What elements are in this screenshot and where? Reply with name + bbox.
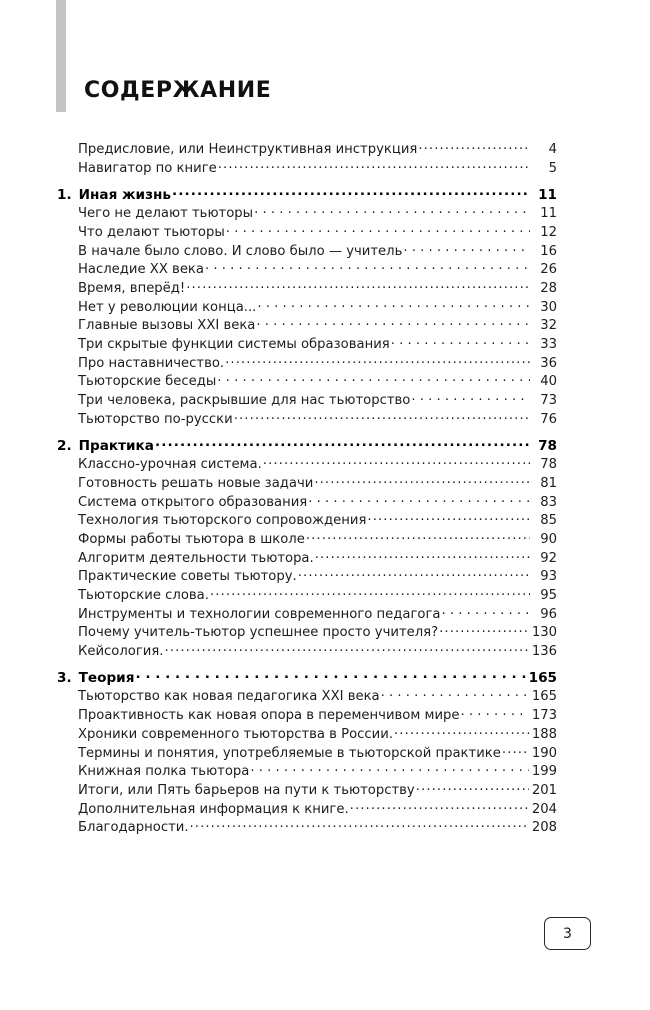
toc-dot-leader <box>502 743 529 756</box>
toc-dot-leader <box>350 799 529 812</box>
toc-entry-title: Технология тьюторского сопровождения <box>78 513 367 529</box>
toc-dot-leader <box>308 492 530 505</box>
toc-entry-row[interactable] <box>0 706 650 725</box>
toc-entry-title: Тьюторские слова. <box>78 588 209 603</box>
toc-entry-page-number: 201 <box>531 782 557 798</box>
toc-entry-page-number: 136 <box>531 644 557 660</box>
toc-dot-leader <box>172 185 530 199</box>
toc-entry-row[interactable] <box>0 492 650 511</box>
toc-entry-row[interactable] <box>0 642 650 661</box>
toc-entry-row[interactable] <box>0 410 650 429</box>
toc-entry-title: Тьюторство по-русски <box>78 411 233 427</box>
toc-entry-row[interactable] <box>0 159 650 178</box>
toc-dot-leader <box>263 455 530 468</box>
toc-entry-row[interactable] <box>0 623 650 642</box>
toc-dot-leader <box>218 159 530 172</box>
toc-entry-page-number: 204 <box>531 801 557 817</box>
toc-entry-title: Кейсология. <box>78 644 164 660</box>
page-number-badge <box>544 917 591 950</box>
toc-dot-leader <box>205 260 530 273</box>
toc-entry-title: Практика <box>78 437 154 454</box>
toc-entry-row[interactable] <box>0 530 650 549</box>
toc-entry-title: Дополнительная информация к книге. <box>78 801 349 817</box>
toc-dot-leader <box>210 586 530 599</box>
toc-entry-page-number: 28 <box>540 281 557 296</box>
toc-dot-leader <box>461 706 529 719</box>
toc-entry-title: Три скрытые функции системы образования <box>78 337 390 353</box>
toc-entry-row[interactable] <box>0 241 650 260</box>
toc-entry-page-number: 165 <box>531 689 557 705</box>
toc-dot-leader <box>257 298 530 311</box>
toc-section-number: 1. <box>57 186 72 203</box>
toc-entry-row[interactable] <box>0 511 650 530</box>
toc-entry-row[interactable] <box>0 818 650 837</box>
page-title: СОДЕРЖАНИЕ <box>84 78 272 103</box>
toc-entry-row[interactable] <box>0 586 650 605</box>
toc-entry-page-number: 76 <box>540 411 557 427</box>
toc-entry-row[interactable] <box>0 781 650 800</box>
toc-entry-page-number: 16 <box>540 243 557 259</box>
toc-section-number: 3. <box>57 670 72 687</box>
toc-entry-page-number: 40 <box>540 374 557 390</box>
toc-dot-leader <box>234 410 530 423</box>
toc-entry-title: Система открытого образования <box>78 494 308 510</box>
toc-dot-leader <box>254 204 530 217</box>
toc-entry-row[interactable] <box>0 279 650 298</box>
toc-entry-title: Предисловие, или Неинструктивная инструкция <box>78 142 418 158</box>
toc-dot-leader <box>306 530 530 543</box>
toc-entry-title: Итоги, или Пять барьеров на пути к тьюторству <box>78 782 415 798</box>
toc-dot-leader <box>381 687 529 700</box>
toc-entry-row[interactable] <box>0 567 650 586</box>
toc-entry-row[interactable] <box>0 335 650 354</box>
toc-dot-leader <box>298 567 530 580</box>
toc-entry-title: Наследие XX века <box>78 262 204 278</box>
toc-entry-title: Практические советы тьютору. <box>78 569 297 585</box>
toc-dot-leader <box>314 474 530 487</box>
toc-dot-leader <box>186 279 530 292</box>
toc-entry-row[interactable] <box>0 204 650 223</box>
toc-entry-page-number: 93 <box>540 569 557 585</box>
toc-entry-title: Теория <box>78 670 135 687</box>
toc-entry-row[interactable] <box>0 260 650 279</box>
toc-entry-page-number: 78 <box>540 457 557 473</box>
toc-dot-leader <box>403 241 530 254</box>
toc-dot-leader <box>416 781 529 794</box>
toc-entry-title: Классно-урочная система. <box>78 457 262 473</box>
toc-entry-row[interactable] <box>0 743 650 762</box>
toc-entry-title: Тьюторство как новая педагогика XXI века <box>78 689 380 705</box>
toc-entry-row[interactable] <box>0 316 650 335</box>
toc-dot-leader <box>391 335 530 348</box>
toc-entry-title: Формы работы тьютора в школе <box>78 531 305 547</box>
toc-dot-leader <box>135 669 525 683</box>
toc-dot-leader <box>217 372 530 385</box>
toc-entry-row[interactable] <box>0 372 650 391</box>
toc-entry-row[interactable] <box>0 725 650 744</box>
toc-entry-page-number: 90 <box>540 531 557 547</box>
toc-section-row[interactable] <box>0 669 650 688</box>
toc-entry-page-number: 32 <box>540 318 557 334</box>
toc-entry-page-number: 173 <box>531 708 557 724</box>
toc-section-number: 2. <box>57 437 72 454</box>
toc-dot-leader <box>256 316 530 329</box>
toc-dot-leader <box>165 642 529 655</box>
toc-entry-row[interactable] <box>0 762 650 781</box>
toc-entry-list <box>0 140 650 837</box>
toc-entry-title: Нет у революции конца... <box>78 299 257 315</box>
toc-entry-title: Навигатор по книге <box>78 160 217 176</box>
toc-entry-title: Алгоритм деятельности тьютора. <box>78 550 314 566</box>
toc-entry-row[interactable] <box>0 455 650 474</box>
toc-entry-title: Что делают тьюторы <box>78 224 225 240</box>
toc-entry-page-number: 33 <box>540 337 557 353</box>
toc-entry-title: Книжная полка тьютора <box>78 764 250 780</box>
toc-entry-title: Время, вперёд! <box>78 281 186 296</box>
toc-entry-title: Хроники современного тьюторства в России. <box>78 726 394 742</box>
toc-entry-page-number: 95 <box>540 588 557 603</box>
toc-entry-title: Почему учитель-тьютор успешнее просто учителя? <box>78 625 439 641</box>
toc-entry-page-number: 78 <box>538 437 557 454</box>
toc-entry-page-number: 190 <box>531 745 557 761</box>
toc-entry-title: Тьюторские беседы <box>78 374 217 390</box>
toc-dot-leader <box>394 725 529 738</box>
toc-dot-leader <box>441 605 530 618</box>
toc-entry-title: Чего не делают тьюторы <box>78 206 254 222</box>
toc-entry-title: Благодарности. <box>78 820 189 836</box>
toc-dot-leader <box>190 818 529 831</box>
toc-entry-title: Три человека, раскрывшие для нас тьюторство <box>78 393 411 409</box>
toc-entry-page-number: 165 <box>528 670 557 687</box>
toc-entry-page-number: 208 <box>531 820 557 836</box>
toc-entry-title: Про наставничество. <box>78 355 225 371</box>
toc-entry-row[interactable] <box>0 223 650 242</box>
toc-entry-title: Главные вызовы XXI века <box>78 318 256 334</box>
toc-dot-leader <box>418 140 530 153</box>
toc-entry-page-number: 4 <box>548 142 557 158</box>
toc-dot-leader <box>155 436 530 450</box>
toc-section-row[interactable] <box>0 185 650 204</box>
toc-dot-leader <box>367 511 530 524</box>
toc-entry-page-number: 11 <box>538 186 557 203</box>
toc-entry-row[interactable] <box>0 687 650 706</box>
toc-entry-title: Иная жизнь <box>78 186 171 203</box>
toc-entry-title: Инструменты и технологии современного педагога <box>78 606 441 622</box>
toc-dot-leader <box>250 762 528 775</box>
decorative-side-bar <box>56 0 66 112</box>
toc-entry-page-number: 73 <box>540 393 557 409</box>
toc-section-row[interactable] <box>0 436 650 455</box>
toc-entry-row[interactable] <box>0 799 650 818</box>
toc-entry-title: В начале было слово. И слово было — учитель <box>78 243 403 259</box>
toc-dot-leader <box>226 223 530 236</box>
toc-dot-leader <box>315 548 530 561</box>
toc-entry-row[interactable] <box>0 548 650 567</box>
page-number-value: 3 <box>563 925 572 942</box>
toc-entry-page-number: 5 <box>548 160 557 176</box>
toc-entry-page-number: 188 <box>531 726 557 742</box>
toc-entry-page-number: 81 <box>540 475 557 491</box>
toc-entry-page-number: 30 <box>540 299 557 315</box>
toc-entry-page-number: 11 <box>540 206 557 222</box>
toc-entry-page-number: 92 <box>540 550 557 566</box>
toc-entry-row[interactable] <box>0 354 650 373</box>
toc-entry-row[interactable] <box>0 140 650 159</box>
toc-entry-title: Проактивность как новая опора в переменчивом мире <box>78 708 460 724</box>
toc-entry-row[interactable] <box>0 391 650 410</box>
toc-entry-page-number: 85 <box>540 513 557 529</box>
toc-dot-leader <box>411 391 530 404</box>
toc-entry-row[interactable] <box>0 605 650 624</box>
toc-dot-leader <box>225 354 530 367</box>
toc-entry-page-number: 83 <box>540 494 557 510</box>
toc-entry-page-number: 130 <box>531 625 557 641</box>
toc-entry-page-number: 12 <box>540 224 557 240</box>
toc-entry-page-number: 199 <box>531 764 557 780</box>
toc-entry-row[interactable] <box>0 298 650 317</box>
toc-dot-leader <box>439 623 529 636</box>
toc-entry-title: Термины и понятия, употребляемые в тьюторской практике <box>78 745 501 761</box>
toc-entry-page-number: 36 <box>540 355 557 371</box>
toc-entry-row[interactable] <box>0 474 650 493</box>
toc-entry-page-number: 26 <box>540 262 557 278</box>
toc-entry-title: Готовность решать новые задачи <box>78 475 314 491</box>
toc-entry-page-number: 96 <box>540 606 557 622</box>
